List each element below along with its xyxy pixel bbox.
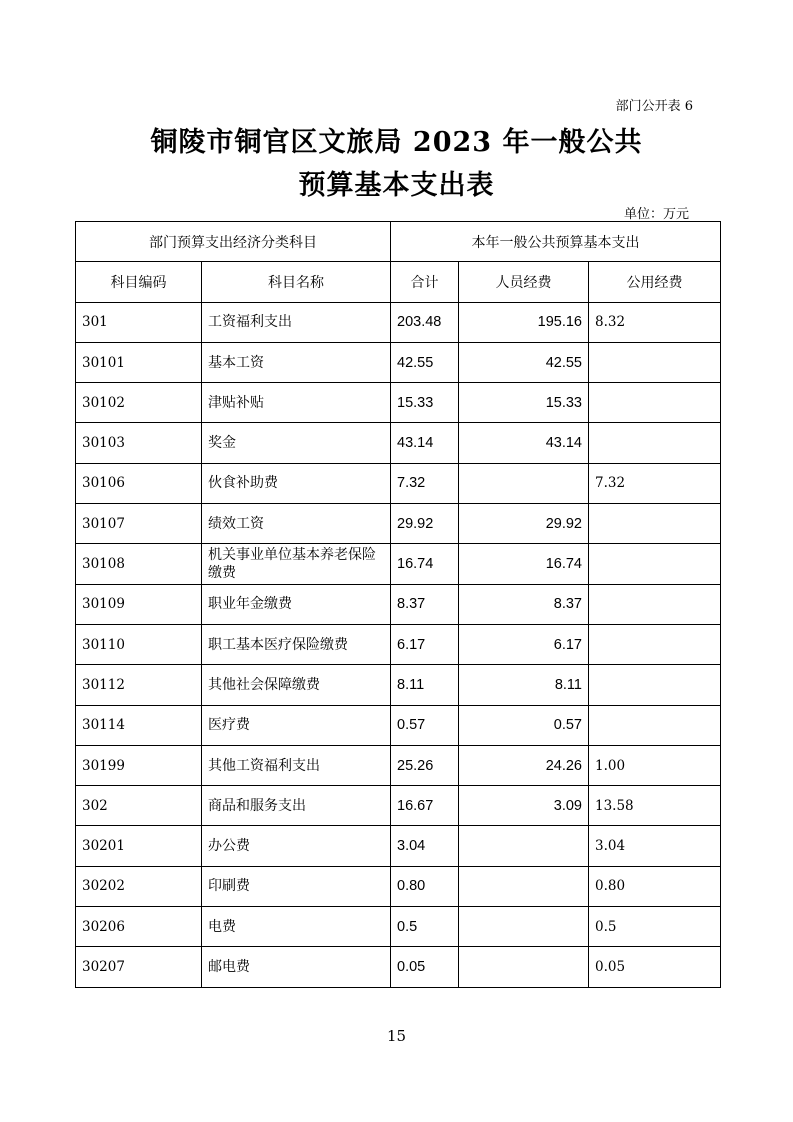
table-row — [76, 786, 721, 826]
table-row — [76, 383, 721, 423]
personnel-cell: 24.26 — [459, 745, 589, 785]
name-cell: 其他社会保障缴费 — [202, 665, 391, 705]
public-cell — [589, 624, 721, 664]
code-cell: 30112 — [76, 665, 202, 705]
total-cell: 16.67 — [391, 786, 459, 826]
table-row — [76, 826, 721, 866]
total-cell: 6.17 — [391, 624, 459, 664]
name-cell: 职工基本医疗保险缴费 — [202, 624, 391, 664]
column-header-code: 科目编码 — [76, 262, 202, 302]
name-cell: 印刷费 — [202, 866, 391, 906]
name-cell: 职业年金缴费 — [202, 584, 391, 624]
code-cell: 30201 — [76, 826, 202, 866]
personnel-cell: 16.74 — [459, 544, 589, 584]
table-row — [76, 947, 721, 987]
column-header-personnel: 人员经费 — [459, 262, 589, 302]
table-row — [76, 584, 721, 624]
code-cell: 30207 — [76, 947, 202, 987]
total-cell: 8.37 — [391, 584, 459, 624]
table-row — [76, 423, 721, 463]
table-row — [76, 705, 721, 745]
code-cell: 30108 — [76, 544, 202, 584]
table-row — [76, 665, 721, 705]
table-row — [76, 504, 721, 544]
table-row — [76, 907, 721, 947]
public-cell: 13.58 — [589, 786, 721, 826]
public-cell: 8.32 — [589, 302, 721, 342]
public-cell — [589, 584, 721, 624]
total-cell: 15.33 — [391, 383, 459, 423]
code-cell: 30206 — [76, 907, 202, 947]
public-cell — [589, 705, 721, 745]
total-cell: 8.11 — [391, 665, 459, 705]
code-cell: 30102 — [76, 383, 202, 423]
code-cell: 30114 — [76, 705, 202, 745]
public-cell — [589, 504, 721, 544]
group-header-expenditure: 本年一般公共预算基本支出 — [391, 222, 721, 262]
code-cell: 30202 — [76, 866, 202, 906]
code-cell: 30107 — [76, 504, 202, 544]
total-cell: 0.5 — [391, 907, 459, 947]
total-cell: 0.57 — [391, 705, 459, 745]
name-cell: 绩效工资 — [202, 504, 391, 544]
table-row — [76, 544, 721, 584]
public-cell: 0.05 — [589, 947, 721, 987]
total-cell: 42.55 — [391, 342, 459, 382]
name-cell: 奖金 — [202, 423, 391, 463]
public-cell — [589, 383, 721, 423]
code-cell: 30199 — [76, 745, 202, 785]
personnel-cell — [459, 947, 589, 987]
group-header-classification: 部门预算支出经济分类科目 — [76, 222, 391, 262]
total-cell: 16.74 — [391, 544, 459, 584]
personnel-cell: 195.16 — [459, 302, 589, 342]
public-cell — [589, 544, 721, 584]
total-cell: 29.92 — [391, 504, 459, 544]
personnel-cell: 43.14 — [459, 423, 589, 463]
personnel-cell: 6.17 — [459, 624, 589, 664]
public-cell: 0.5 — [589, 907, 721, 947]
personnel-cell: 0.57 — [459, 705, 589, 745]
code-cell: 30110 — [76, 624, 202, 664]
name-cell: 伙食补助费 — [202, 463, 391, 503]
public-cell: 0.80 — [589, 866, 721, 906]
personnel-cell: 3.09 — [459, 786, 589, 826]
page-title: 铜陵市铜官区文旅局 2023 年一般公共 — [150, 127, 643, 158]
personnel-cell: 8.37 — [459, 584, 589, 624]
column-header-name: 科目名称 — [202, 262, 391, 302]
code-cell: 30103 — [76, 423, 202, 463]
name-cell: 邮电费 — [202, 947, 391, 987]
code-cell: 302 — [76, 786, 202, 826]
code-cell: 30101 — [76, 342, 202, 382]
name-cell: 电费 — [202, 907, 391, 947]
total-cell: 7.32 — [391, 463, 459, 503]
table-row — [76, 624, 721, 664]
total-cell: 0.80 — [391, 866, 459, 906]
total-cell: 203.48 — [391, 302, 459, 342]
name-cell: 机关事业单位基本养老保险缴费 — [202, 544, 391, 584]
public-cell — [589, 342, 721, 382]
personnel-cell: 29.92 — [459, 504, 589, 544]
name-cell: 办公费 — [202, 826, 391, 866]
public-cell — [589, 423, 721, 463]
unit-label: 单位：万元 — [623, 207, 689, 222]
table-row — [76, 302, 721, 342]
name-cell: 津贴补贴 — [202, 383, 391, 423]
column-header-public: 公用经费 — [589, 262, 721, 302]
personnel-cell: 42.55 — [459, 342, 589, 382]
public-cell: 7.32 — [589, 463, 721, 503]
personnel-cell — [459, 907, 589, 947]
personnel-cell — [459, 463, 589, 503]
total-cell: 25.26 — [391, 745, 459, 785]
page-number: 15 — [386, 1027, 407, 1045]
total-cell: 0.05 — [391, 947, 459, 987]
personnel-cell: 8.11 — [459, 665, 589, 705]
total-cell: 3.04 — [391, 826, 459, 866]
code-cell: 30109 — [76, 584, 202, 624]
name-cell: 基本工资 — [202, 342, 391, 382]
table-row — [76, 342, 721, 382]
personnel-cell — [459, 826, 589, 866]
public-cell: 3.04 — [589, 826, 721, 866]
personnel-cell: 15.33 — [459, 383, 589, 423]
page-subtitle: 预算基本支出表 — [298, 170, 495, 201]
name-cell: 医疗费 — [202, 705, 391, 745]
page-tag: 部门公开表 6 — [615, 99, 693, 114]
personnel-cell — [459, 866, 589, 906]
name-cell: 工资福利支出 — [202, 302, 391, 342]
code-cell: 301 — [76, 302, 202, 342]
table-row — [76, 745, 721, 785]
public-cell: 1.00 — [589, 745, 721, 785]
name-cell: 商品和服务支出 — [202, 786, 391, 826]
code-cell: 30106 — [76, 463, 202, 503]
table-row — [76, 866, 721, 906]
total-cell: 43.14 — [391, 423, 459, 463]
table-row — [76, 463, 721, 503]
budget-table — [75, 221, 721, 988]
public-cell — [589, 665, 721, 705]
name-cell: 其他工资福利支出 — [202, 745, 391, 785]
column-header-total: 合计 — [391, 262, 459, 302]
